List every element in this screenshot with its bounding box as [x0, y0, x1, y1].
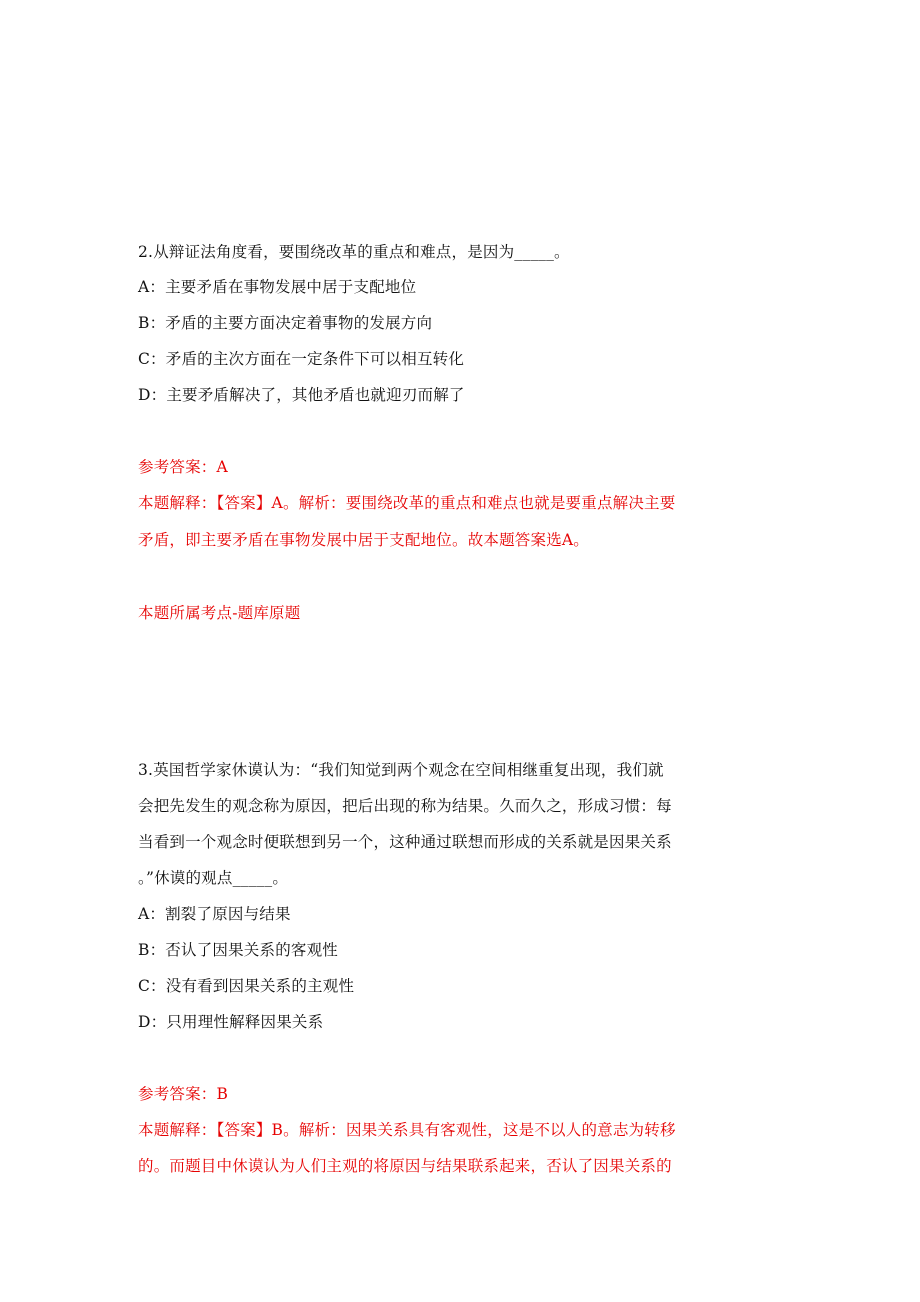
- question-3-stem-line-4: 。”休谟的观点_____。: [138, 869, 289, 887]
- question-2-answer: 参考答案：A: [138, 458, 228, 476]
- question-3-stem-line-1: 3.英国哲学家休谟认为：“我们知觉到两个观念在空间相继重复出现，我们就: [138, 761, 664, 779]
- question-2-topic: 本题所属考点-题库原题: [138, 604, 301, 622]
- question-2-option-b: B：矛盾的主要方面决定着事物的发展方向: [138, 314, 433, 332]
- question-3-option-b: B：否认了因果关系的客观性: [138, 941, 338, 959]
- question-2-option-c: C：矛盾的主次方面在一定条件下可以相互转化: [138, 350, 465, 368]
- question-3-stem-line-2: 会把先发生的观念称为原因，把后出现的称为结果。久而久之，形成习惯：每: [138, 797, 672, 815]
- question-3-option-c: C：没有看到因果关系的主观性: [138, 977, 355, 995]
- question-3-option-d: D：只用理性解释因果关系: [138, 1013, 324, 1031]
- question-3-explanation-line-1: 本题解释：【答案】B。解析：因果关系具有客观性，这是不以人的意志为转移: [138, 1121, 676, 1139]
- question-3-answer: 参考答案：B: [138, 1085, 229, 1103]
- question-2-stem: 2.从辩证法角度看，要围绕改革的重点和难点，是因为_____。: [138, 243, 570, 261]
- question-2-explanation-line-1: 本题解释：【答案】A。解析：要围绕改革的重点和难点也就是要重点解决主要: [138, 494, 676, 512]
- question-3-explanation-line-2: 的。而题目中休谟认为人们主观的将原因与结果联系起来，否认了因果关系的: [138, 1157, 672, 1175]
- question-2-explanation-line-2: 矛盾，即主要矛盾在事物发展中居于支配地位。故本题答案选A。: [138, 531, 589, 549]
- question-3-stem-line-3: 当看到一个观念时便联想到另一个，这种通过联想而形成的关系就是因果关系: [138, 833, 672, 851]
- question-3-option-a: A：割裂了原因与结果: [138, 905, 291, 923]
- question-2-option-d: D：主要矛盾解决了，其他矛盾也就迎刃而解了: [138, 386, 465, 404]
- question-2-option-a: A：主要矛盾在事物发展中居于支配地位: [138, 278, 417, 296]
